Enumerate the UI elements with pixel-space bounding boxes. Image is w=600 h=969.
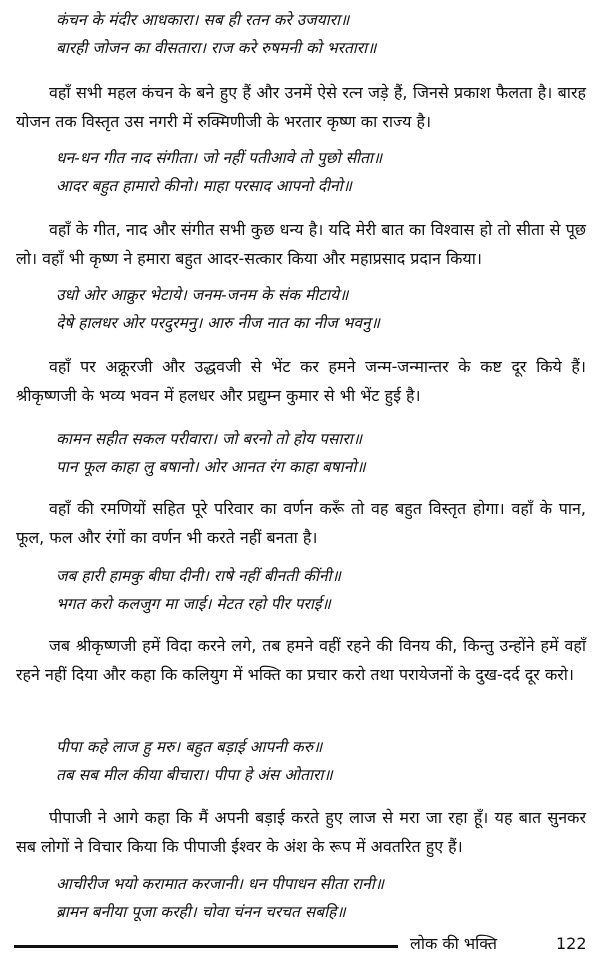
verse-line: पान फूल काहा लु बषानो। ओर आनत रंग काहा बषानो॥: [56, 458, 366, 476]
verse-line: कामन सहीत सकल परीवारा। जो बरनो तो होय पसारा॥: [56, 430, 363, 448]
verse-line: उधो ओर आक्रुर भेटाये। जनम-जनम के संक मीटाये॥: [56, 286, 349, 304]
verse-block: [56, 870, 586, 926]
verse-block: [56, 733, 586, 789]
verse-line: बारही जोजन का वीसतारा। राज करे रुषमनी को भरतारा॥: [56, 39, 377, 57]
verse-block: [56, 562, 586, 618]
prose-paragraph: जब श्रीकृष्णजी हमें विदा करने लगे, तब हमने वहीं रहने की विनय की, किन्तु उन्होंने हमें वहाँ रहने नहीं दिया और कहा कि कलियुग में भक्ति का प्रचार करो तथा परायेजनों के दुख-दर्द दूर करो।: [16, 636, 586, 684]
verse-line: भगत करो कलजुग मा जाई। मेटत रहो पीर पराई॥: [56, 595, 331, 613]
verse-block: [56, 425, 586, 481]
verse-line: जब हारी हामकु बीघा दीनी। राषे नहीं बीनती कींनी॥: [56, 567, 341, 585]
verse-line: तब सब मील कीया बीचारा। पीपा हे अंस ओतारा॥: [56, 766, 333, 784]
verse-line: कंचन के मंदीर आधकारा। सब ही रतन करे उजयारा॥: [56, 11, 350, 29]
prose-paragraph: वहाँ की रमणियों सहित पूरे परिवार का वर्णन करूँ तो वह बहुत विस्तृत होगा। वहाँ के पान, फूल, फल और रंगों का वर्णन भी करते नहीं बनता है।: [16, 499, 586, 547]
footer-page-number: 122: [556, 934, 587, 953]
footer-book-title: लोक की भक्ति: [410, 934, 497, 953]
verse-block: [56, 6, 586, 62]
verse-block: [56, 144, 586, 200]
prose-paragraph: वहाँ के गीत, नाद और संगीत सभी कुछ धन्य है। यदि मेरी बात का विश्वास हो तो सीता से पूछ लो। वहाँ भी कृष्ण ने हमारा बहुत आदर-सत्कार किया और महाप्रसाद प्रदान किया।: [16, 220, 586, 268]
prose-paragraph: पीपाजी ने आगे कहा कि मैं अपनी बड़ाई करते हुए लाज से मरा जा रहा हूँ। यह बात सुनकर सब लोगों ने विचार किया कि पीपाजी ईश्वर के अंश के रूप में अवतरित हुए हैं।: [16, 808, 586, 856]
verse-line: ब्रामन बनीया पूजा करही। चोवा चंनन चरचत सबहि॥: [56, 903, 346, 921]
verse-line: पीपा कहे लाज हु मरु। बहुत बड़ाई आपनी करु॥: [56, 738, 323, 756]
prose-paragraph: वहाँ पर अक्रूरजी और उद्धवजी से भेंट कर हमने जन्म-जन्मान्तर के कष्ट दूर किये हैं। श्रीकृष्णजी के भव्य भवन में हलधर और प्रद्युम्न कुमार से भी भेंट हुई है।: [16, 357, 586, 405]
verse-line: देषे हालधर ओर परदुरमनु। आरु नीज नात का नीज भवनु॥: [56, 314, 380, 332]
prose-paragraph: वहाँ सभी महल कंचन के बने हुए हैं और उनमें ऐसे रत्न जड़े हैं, जिनसे प्रकाश फैलता है। बारह योजन तक विस्तृत उस नगरी में रुक्मिणीजी के भरतार कृष्ण का राज्य है।: [16, 83, 586, 131]
verse-line: धन-धन गीत नाद संगीता। जो नहीं पतीआवे तो पुछो सीता॥: [56, 149, 383, 167]
verse-line: आदर बहुत हामारो कीनो। माहा परसाद आपनो दीनो॥: [56, 177, 352, 195]
footer-rule: [14, 945, 398, 948]
verse-block: [56, 281, 586, 337]
verse-line: आचीरीज भयो करामात करजानी। धन पीपाधन सीता रानी॥: [56, 875, 385, 893]
